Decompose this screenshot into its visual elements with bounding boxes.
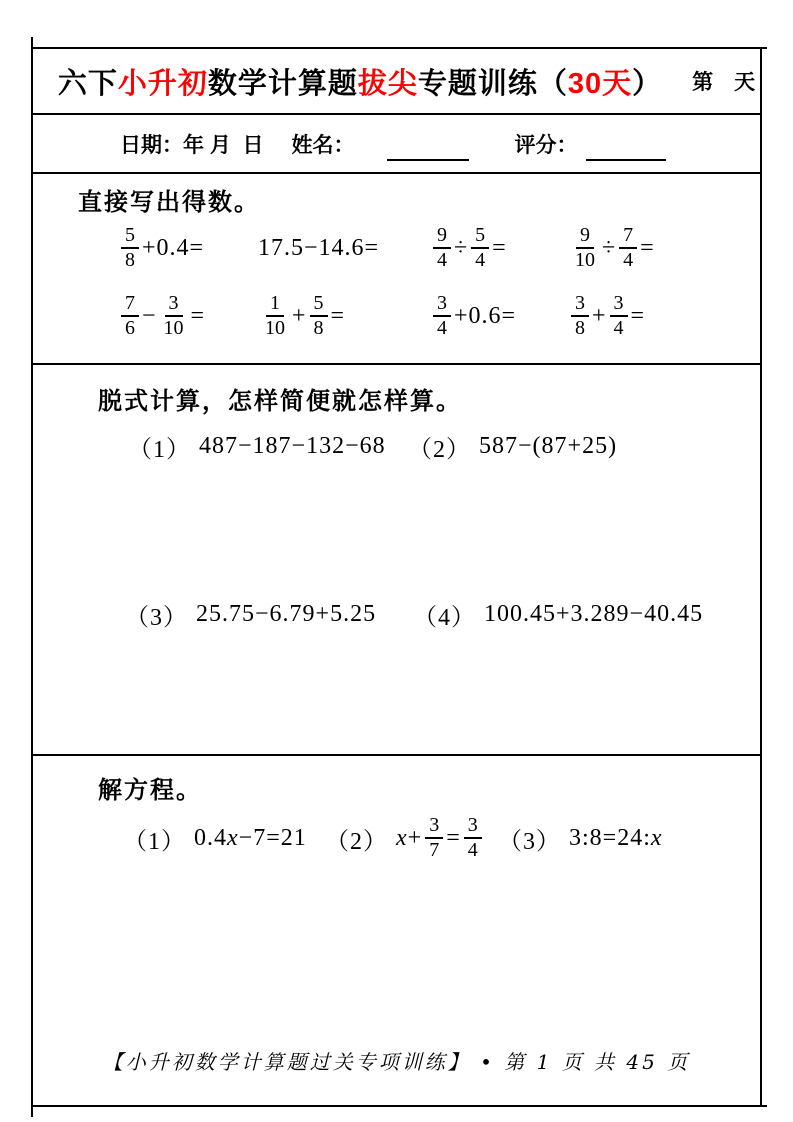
problem-number: （2） — [325, 828, 388, 855]
problem-expression: 487−187−132−68 — [199, 433, 386, 459]
problem-number: （1） — [128, 437, 191, 463]
day-blank-label: 第 天 — [692, 71, 756, 94]
border-overhang-bottom-right — [762, 1105, 767, 1107]
quick-calc-heading: 直接写出得数。 — [78, 189, 260, 216]
section-written-calc — [33, 365, 760, 756]
problem-number: （3） — [125, 605, 188, 631]
problem-expression: 25.75−6.79+5.25 — [196, 601, 377, 627]
quick-problem-2: 17.5−14.6= — [258, 234, 380, 261]
score-blank-line — [586, 139, 666, 161]
equations-heading: 解方程。 — [98, 777, 202, 804]
page-footer: 【小升初数学计算题过关专项训练】 • 第 1 页 共 45 页 — [102, 1050, 691, 1074]
problem-number: （2） — [408, 437, 471, 463]
equation-problem-3 — [498, 806, 663, 870]
page-title: 六下小升初数学计算题拔尖专题训练（30天） — [57, 67, 663, 100]
section-equations — [33, 756, 760, 1105]
quick-problem-6: $\frac{1}{10}$ + $\frac{5}{8}$ = — [265, 292, 346, 339]
written-calc-heading: 脱式计算，怎样简便就怎样算。 — [98, 388, 462, 415]
section-quick-calc — [33, 174, 760, 365]
border-overhang-bottom-left — [31, 1107, 33, 1117]
equation-problem-2 — [325, 806, 485, 870]
quick-problem-5: $\frac{7}{6}$ − $\frac{3}{10}$ = — [118, 292, 258, 340]
quick-problem-4: $\frac{9}{10}$ ÷ $\frac{7}{4}$ = — [575, 224, 655, 271]
problem-expression: 587−(87+25) — [479, 433, 618, 459]
border-overhang-top-left — [31, 37, 33, 47]
score-label: 评分： — [514, 133, 578, 157]
problem-expression: 3:8=24: x — [569, 824, 663, 851]
problem-number: （1） — [123, 828, 186, 855]
info-row — [33, 115, 760, 174]
problem-expression: 0.4 x −7=21 — [194, 824, 307, 851]
problem-expression: 100.45+3.289−40.45 — [484, 601, 704, 627]
written-problem-3 — [125, 597, 376, 632]
quick-problem-8: $\frac{3}{8}$ + $\frac{3}{4}$ = — [568, 292, 728, 340]
quick-problem-7: $\frac{3}{4}$ +0.6= — [430, 292, 568, 340]
written-problem-4 — [413, 597, 703, 632]
title-row — [33, 49, 760, 115]
border-overhang-top-right — [762, 47, 767, 49]
quick-problem-3: $\frac{9}{4}$ ÷ $\frac{5}{4}$ = — [430, 224, 568, 272]
written-problem-1 — [128, 429, 386, 464]
quick-calc-grid — [118, 216, 728, 348]
name-blank-line — [387, 139, 469, 161]
name-label: 姓名： — [291, 133, 355, 157]
quick-problem-1: $\frac{5}{8}$ +0.4= — [118, 224, 258, 272]
worksheet-table — [31, 47, 762, 1107]
problem-expression: x + $\frac{3}{7}$ = $\frac{3}{4}$ — [396, 814, 485, 862]
problem-number: （3） — [498, 828, 561, 855]
equation-problem-1 — [123, 806, 307, 870]
date-label: 日期：年 月 日 — [120, 133, 264, 157]
written-problem-2 — [408, 429, 617, 464]
problem-number: （4） — [413, 605, 476, 631]
